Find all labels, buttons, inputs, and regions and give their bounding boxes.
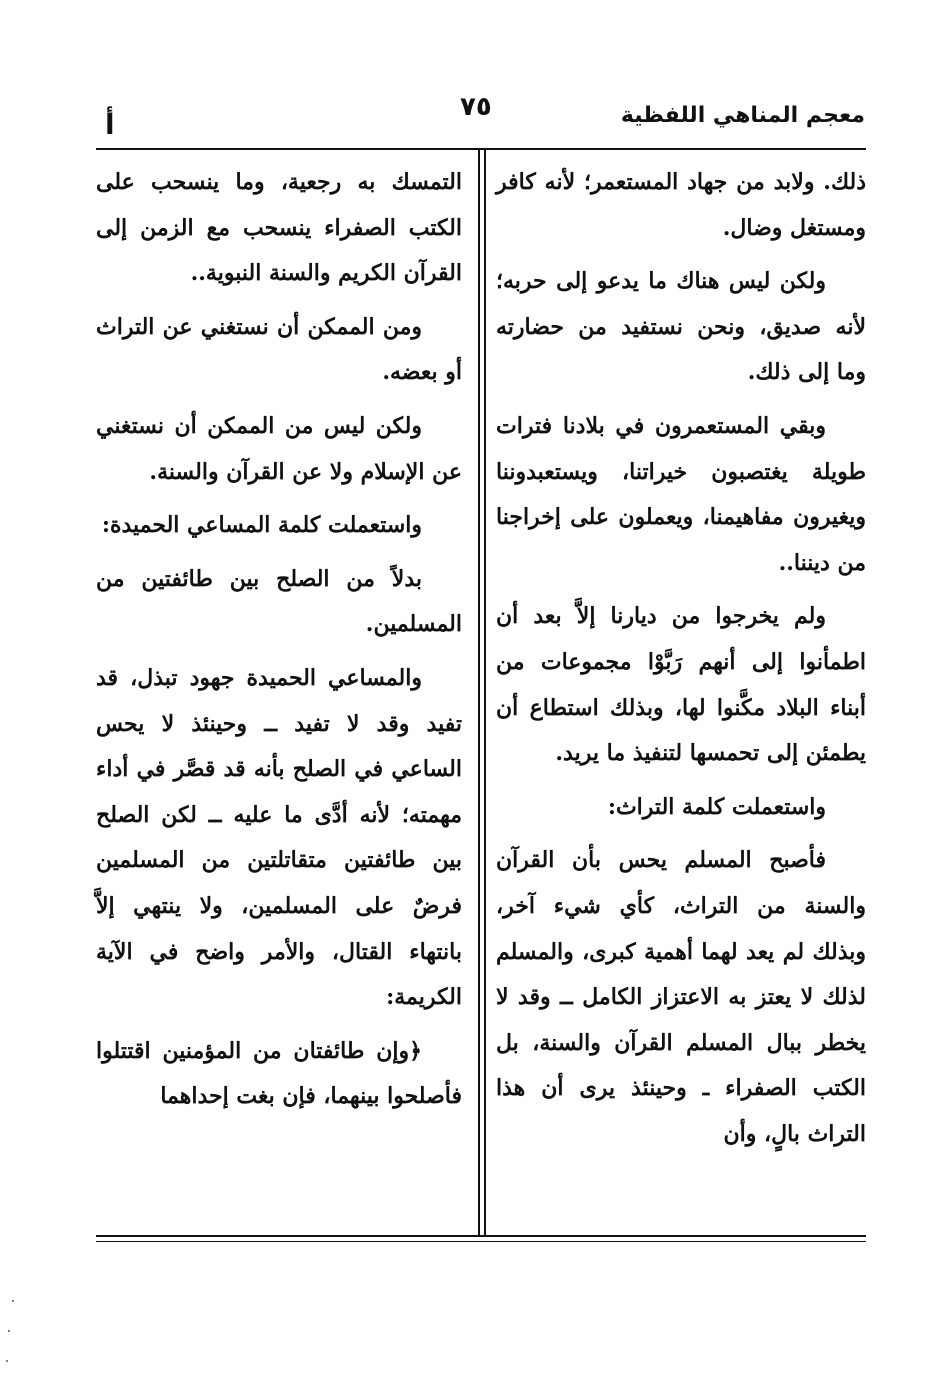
- scan-speck: [12, 1300, 14, 1302]
- scan-speck: [6, 1360, 8, 1362]
- paragraph: واستعملت كلمة التراث:: [607, 793, 826, 820]
- section-letter-mark: أ: [105, 108, 115, 141]
- paragraph: فأصبح المسلم يحس بأن القرآن والسنة من التراث، كأي شيء آخر، وبذلك لم يعد لهما أهمية كبرى، والمسلم لذلك لا يعتز به الاعتزاز الكامل ــ وقد لا يخطر ببال المسلم القرآن والسنة، بل الكتب الصفراء ـ وحينئذ يرى أن هذا التراث بالٍ، وأن: [496, 847, 866, 1147]
- paragraph: ذلك. ولابد من جهاد المستعمر؛ لأنه كافر ومستغل وضال.: [496, 169, 866, 241]
- footer-rule: [96, 1235, 866, 1237]
- paragraph: ومن الممكن أن نستغني عن التراث أو بعضه.: [96, 313, 462, 386]
- paragraph: بدلاً من الصلح بين طائفتين من المسلمين.: [96, 565, 462, 638]
- paragraph: ﴿وإن طائفتان من المؤمنين اقتتلوا فأصلحوا بينهما، فإن بغت إحداهما: [96, 1037, 462, 1110]
- footer-rule-thin: [96, 1241, 866, 1242]
- page-number: ٧٥: [460, 92, 492, 122]
- paragraph: ولكن ليس من الممكن أن نستغني عن الإسلام ولا عن القرآن والسنة.: [96, 412, 462, 485]
- header-rule: [96, 148, 866, 150]
- paragraph: ولكن ليس هناك ما يدعو إلى حربه؛ لأنه صديق، ونحن نستفيد من حضارته وما إلى ذلك.: [496, 268, 866, 386]
- paragraph: ولم يخرجوا من ديارنا إلاَّ بعد أن اطمأنوا إلى أنهم رَبَّوْا مجموعات من أبناء البلاد مكَّنوا لها، وبذلك استطاع أن يطمئن إلى تحمسها لتنفيذ ما يريد.: [496, 603, 866, 767]
- right-text-column: [496, 160, 866, 1165]
- running-header-title: معجم المناهي اللفظية: [620, 103, 865, 128]
- paragraph: التمسك به رجعية، وما ينسحب على الكتب الصفراء ينسحب مع الزمن إلى القرآن الكريم والسنة النبوية..: [96, 169, 462, 287]
- left-text-column: [96, 160, 462, 1128]
- column-divider: [484, 150, 486, 1235]
- paragraph: واستعملت كلمة المساعي الحميدة:: [101, 512, 422, 539]
- paragraph: وبقي المستعمرون في بلادنا فترات طويلة يغتصبون خيراتنا، ويستعبدوننا ويغيرون مفاهيمنا، ويعملون على إخراجنا من ديننا..: [496, 412, 866, 576]
- paragraph: والمساعي الحميدة جهود تبذل، قد تفيد وقد لا تفيد ــ وحينئذ لا يحس الساعي في الصلح بأنه قد قصَّر في أداء مهمته؛ لأنه أدَّى ما عليه ــ لكن الصلح بين طائفتين متقاتلتين من المسلمين فرضٌ على المسلمين، ولا ينتهي إلاَّ بانتهاء القتال، والأمر واضح في الآية الكريمة:: [96, 664, 462, 1011]
- scan-speck: [8, 1330, 10, 1332]
- column-divider: [478, 150, 480, 1235]
